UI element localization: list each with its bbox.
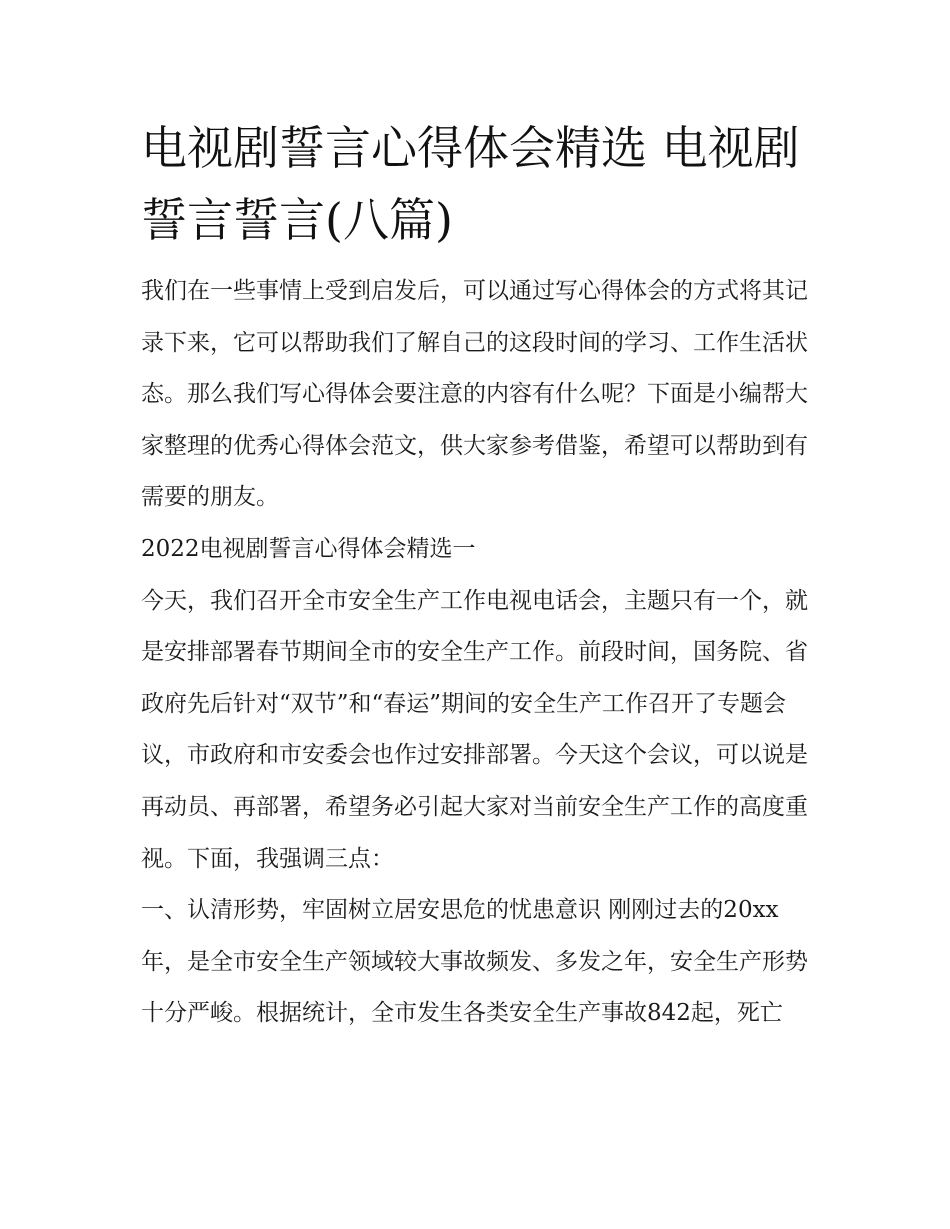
intro-paragraph: 我们在一些事情上受到启发后，可以通过写心得体会的方式将其记录下来，它可以帮助我们了解自己的这段时间的学习、工作生活状态。那么我们写心得体会要注意的内容有什么呢？下面是小编帮大家整理的优秀心得体会范文，供大家参考借鉴，希望可以帮助到有需要的朋友。 (141, 278, 808, 511)
document-body (141, 266, 813, 1040)
section-heading: 2022电视剧誓言心得体会精选一 (141, 535, 476, 562)
body-paragraph: 一、认清形势，牢固树立居安思危的忧患意识 刚刚过去的20xx年，是全市安全生产领域较大事故频发、多发之年，安全生产形势十分严峻。根据统计，全市发生各类安全生产事故842起，死亡 (141, 897, 808, 1027)
document-page (141, 112, 813, 1040)
body-paragraph: 今天，我们召开全市安全生产工作电视电话会，主题只有一个，就是安排部署春节期间全市的安全生产工作。前段时间，国务院、省政府先后针对“双节”和“春运”期间的安全生产工作召开了专题会议，市政府和市安委会也作过安排部署。今天这个会议，可以说是再动员、再部署，希望务必引起大家对当前安全生产工作的高度重视。下面，我强调三点： (141, 587, 808, 872)
document-title: 电视剧誓言心得体会精选 电视剧誓言誓言(八篇) (141, 121, 800, 247)
